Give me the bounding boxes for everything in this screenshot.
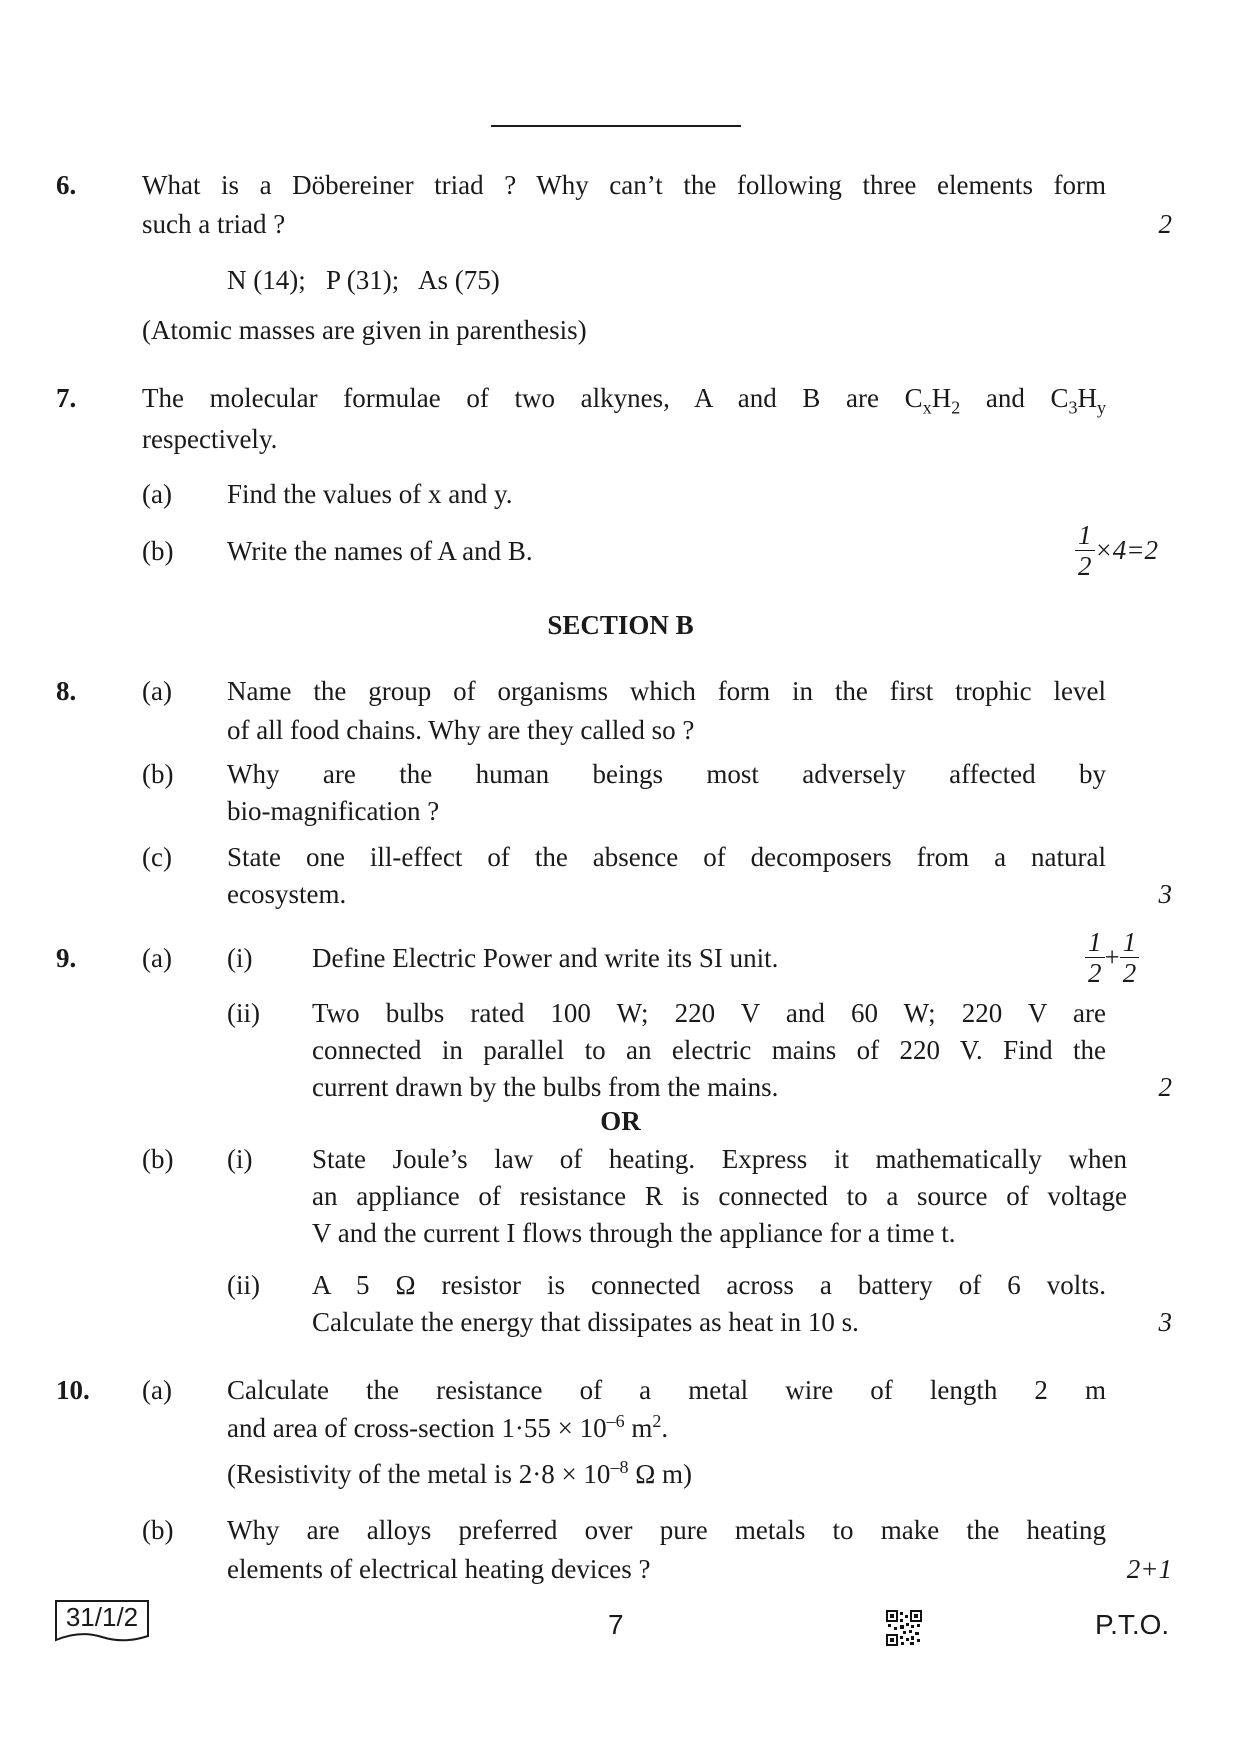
paper-code-box	[54, 1598, 150, 1644]
part-text: Calculate the resistance of a metal wire of length 2 m	[227, 1375, 1106, 1405]
question-text: such a triad ?	[142, 209, 286, 239]
section-heading: SECTION B	[547, 610, 694, 640]
subpart-text: an appliance of resistance R is connected to a source of voltage	[312, 1181, 1127, 1211]
part-text: bio-magnification ?	[227, 796, 440, 826]
paper-code: 31/1/2	[65, 1602, 139, 1632]
formula-b: $C_3H_y$	[1050, 383, 1107, 418]
part-label: (b)	[142, 1144, 174, 1174]
part-label: (b)	[142, 1515, 174, 1545]
part-text: Why are the human beings most adversely affected by	[227, 759, 1106, 789]
marks: 3	[1158, 879, 1172, 909]
subpart-text: State Joule’s law of heating. Express it mathematically when	[312, 1144, 1127, 1174]
part-text: Name the group of organisms which form in the first trophic level	[227, 676, 1106, 706]
marks: 3	[1158, 1307, 1172, 1337]
part-label: (b)	[142, 759, 174, 789]
part-text: State one ill-effect of the absence of decomposers from a natural	[227, 842, 1106, 872]
question-number: 6.	[56, 170, 77, 200]
part-text: and area of cross-section $1\cdot 55 \times 10^{-6}$ $m^2$.	[227, 1411, 669, 1443]
marks: 2	[1158, 209, 1172, 239]
qr-code-icon	[886, 1610, 922, 1646]
subpart-text: connected in parallel to an electric mains of 220 V. Find the	[312, 1035, 1106, 1065]
marks: 2+1	[1126, 1554, 1172, 1584]
element-list	[227, 262, 500, 299]
part-text: Write the names of A and B.	[227, 536, 533, 566]
part-text: Find the values of x and y.	[227, 479, 513, 509]
subpart-label: (i)	[227, 1144, 253, 1174]
part-label: (c)	[142, 842, 172, 872]
question-text: What is a Döbereiner triad ? Why can’t the following three elements form	[142, 170, 1106, 200]
formula-a: $C_xH_2$	[904, 383, 961, 418]
top-rule	[491, 125, 741, 127]
marks: $\frac{1}{2}$ ×4=2	[1075, 520, 1158, 581]
element-p: P (31);	[325, 265, 400, 295]
part-text: elements of electrical heating devices ?	[227, 1554, 651, 1584]
question-text: respectively.	[142, 424, 278, 454]
subpart-label: (i)	[227, 943, 253, 973]
subpart-label: (ii)	[227, 1270, 260, 1300]
page-number: 7	[608, 1609, 624, 1640]
subpart-text: Define Electric Power and write its SI unit.	[312, 943, 779, 973]
part-label: (a)	[142, 479, 172, 509]
question-number: 7.	[56, 383, 77, 413]
question-note: (Atomic masses are given in parenthesis)	[142, 315, 587, 345]
question-text: The molecular formulae of two alkynes, A and B are $C_xH_2$ and $C_3H_y$	[142, 383, 1107, 418]
subpart-text: A 5 Ω resistor is connected across a battery of 6 volts.	[312, 1270, 1106, 1300]
subpart-text: V and the current I flows through the appliance for a time t.	[312, 1218, 956, 1248]
part-note: (Resistivity of the metal is $2\cdot 8 \times 10^{-8}$ Ω m)	[227, 1457, 692, 1489]
part-text: ecosystem.	[227, 879, 347, 909]
marks: 2	[1158, 1072, 1172, 1102]
subpart-text: Calculate the energy that dissipates as heat in 10 s.	[312, 1307, 859, 1337]
subpart-text: Two bulbs rated 100 W; 220 V and 60 W; 220 V are	[312, 998, 1106, 1028]
subpart-text: current drawn by the bulbs from the mains.	[312, 1072, 779, 1102]
question-number: 10.	[56, 1375, 90, 1405]
part-label: (b)	[142, 536, 174, 566]
part-text: Why are alloys preferred over pure metals to make the heating	[227, 1515, 1106, 1545]
question-number: 9.	[56, 943, 77, 973]
part-label: (a)	[142, 943, 172, 973]
part-label: (a)	[142, 1375, 172, 1405]
part-label: (a)	[142, 676, 172, 706]
marks: $\frac{1}{2}$ + $\frac{1}{2}$	[1085, 927, 1139, 988]
question-number: 8.	[56, 676, 77, 706]
part-text: of all food chains. Why are they called so ?	[227, 715, 695, 745]
subpart-label: (ii)	[227, 998, 260, 1028]
or-separator: OR	[600, 1106, 641, 1136]
pto-label: P.T.O.	[1095, 1609, 1170, 1640]
element-as: As (75)	[418, 265, 500, 295]
element-n: N (14);	[227, 265, 306, 295]
